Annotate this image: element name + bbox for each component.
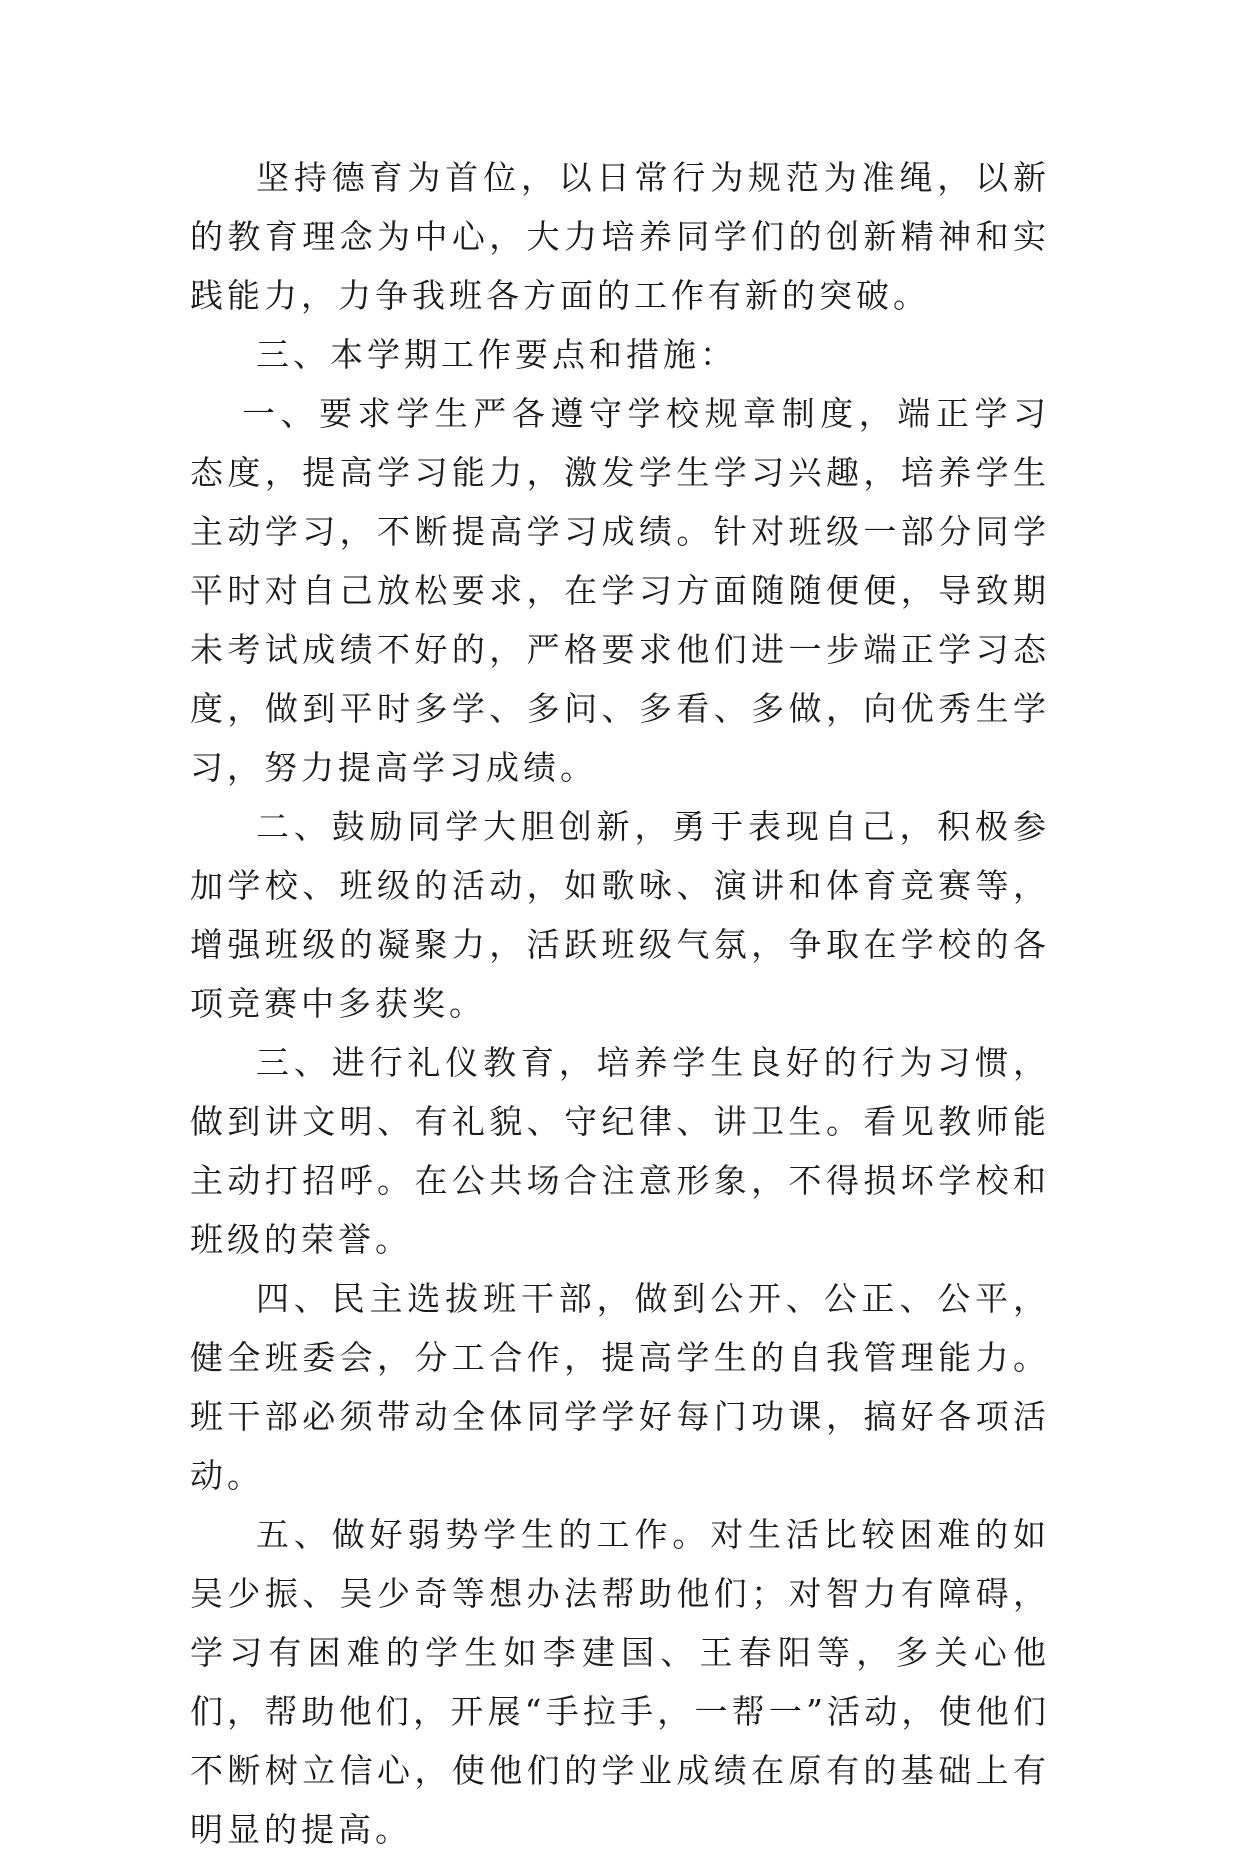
- section-heading-key-points: 三、本学期工作要点和措施：: [256, 335, 737, 374]
- paragraph-item-3: 三、进行礼仪教育，培养学生良好的行为习惯，做到讲文明、有礼貌、守纪律、讲卫生。看见教师能主动打招呼。在公共场合注意形象，不得损坏学校和班级的荣誉。: [190, 1043, 1050, 1259]
- paragraph-guiding-principle: 坚持德育为首位，以日常行为规范为准绳，以新的教育理念为中心，大力培养同学们的创新精神和实践能力，力争我班各方面的工作有新的突破。: [190, 158, 1050, 315]
- paragraph-item-2: 二、鼓励同学大胆创新，勇于表现自己，积极参加学校、班级的活动，如歌咏、演讲和体育竞赛等，增强班级的凝聚力，活跃班级气氛，争取在学校的各项竞赛中多获奖。: [190, 807, 1050, 1023]
- paragraph-item-1: 一、要求学生严各遵守学校规章制度，端正学习态度，提高学习能力，激发学生学习兴趣，培养学生主动学习，不断提高学习成绩。针对班级一部分同学平时对自己放松要求，在学习方面随随便便，导致期未考试成绩不好的，严格要求他们进一步端正学习态度，做到平时多学、多问、多看、多做，向优秀生学习，努力提高学习成绩。: [190, 394, 1050, 787]
- body-text: [190, 148, 1050, 1859]
- paragraph-item-4: 四、民主选拔班干部，做到公开、公正、公平，健全班委会，分工合作，提高学生的自我管理能力。班干部必须带动全体同学学好每门功课，搞好各项活动。: [190, 1279, 1050, 1495]
- paragraph-item-5: 五、做好弱势学生的工作。对生活比较困难的如吴少振、吴少奇等想办法帮助他们；对智力有障碍，学习有困难的学生如李建国、王春阳等，多关心他们，帮助他们，开展“手拉手，一帮一”活动，使他们不断树立信心，使他们的学业成绩在原有的基础上有明显的提高。: [190, 1515, 1050, 1849]
